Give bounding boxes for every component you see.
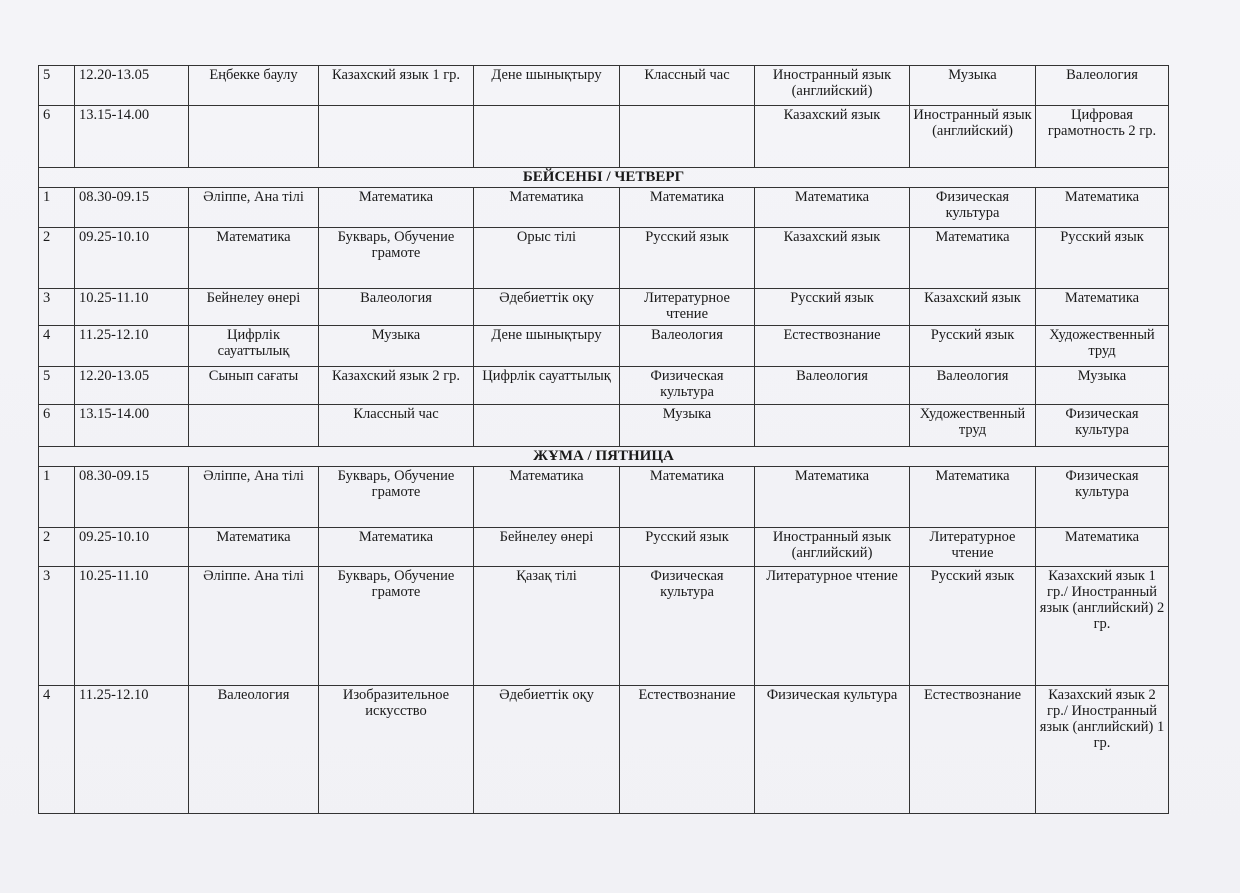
- lesson-time-cell: 09.25-10.10: [75, 528, 189, 567]
- class-2-cell: Букварь, Обучение грамоте: [319, 228, 474, 289]
- class-7-cell: Математика: [1036, 528, 1169, 567]
- lesson-time-cell: 09.25-10.10: [75, 228, 189, 289]
- lesson-time-cell: 13.15-14.00: [75, 405, 189, 447]
- class-4-cell: Физическая культура: [620, 367, 755, 405]
- table-row: [39, 567, 1169, 686]
- class-6-cell: Русский язык: [910, 567, 1036, 686]
- class-3-cell: Орыс тілі: [474, 228, 620, 289]
- class-2-cell: Казахский язык 2 гр.: [319, 367, 474, 405]
- lesson-number-cell: 1: [39, 467, 75, 528]
- lesson-number-cell: 5: [39, 367, 75, 405]
- class-1-cell: Әліппе, Ана тілі: [189, 188, 319, 228]
- class-6-cell: Художественный труд: [910, 405, 1036, 447]
- class-3-cell: Дене шынықтыру: [474, 326, 620, 367]
- class-4-cell: Музыка: [620, 405, 755, 447]
- table-row: [39, 228, 1169, 289]
- class-2-cell: Математика: [319, 528, 474, 567]
- day-header-row: [39, 168, 1169, 188]
- class-6-cell: Математика: [910, 467, 1036, 528]
- class-4-cell: Математика: [620, 467, 755, 528]
- class-7-cell: Музыка: [1036, 367, 1169, 405]
- class-4-cell: Математика: [620, 188, 755, 228]
- class-4-cell: Русский язык: [620, 228, 755, 289]
- class-7-cell: Казахский язык 1 гр./ Иностранный язык (английский) 2 гр.: [1036, 567, 1169, 686]
- class-4-cell: Естествознание: [620, 686, 755, 814]
- class-5-cell: Русский язык: [755, 289, 910, 326]
- table-row: [39, 528, 1169, 567]
- class-1-cell: Математика: [189, 228, 319, 289]
- lesson-time-cell: 08.30-09.15: [75, 188, 189, 228]
- table-row: [39, 326, 1169, 367]
- class-6-cell: Математика: [910, 228, 1036, 289]
- class-5-cell: Казахский язык: [755, 228, 910, 289]
- class-1-cell: [189, 405, 319, 447]
- class-2-cell: Классный час: [319, 405, 474, 447]
- lesson-time-cell: 10.25-11.10: [75, 567, 189, 686]
- lesson-time-cell: 12.20-13.05: [75, 367, 189, 405]
- class-7-cell: Казахский язык 2 гр./ Иностранный язык (английский) 1 гр.: [1036, 686, 1169, 814]
- class-1-cell: [189, 106, 319, 168]
- class-4-cell: Русский язык: [620, 528, 755, 567]
- table-row: [39, 289, 1169, 326]
- class-5-cell: Физическая культура: [755, 686, 910, 814]
- schedule-body: [39, 66, 1169, 814]
- day-header: БЕЙСЕНБІ / ЧЕТВЕРГ: [39, 168, 1169, 188]
- class-2-cell: Математика: [319, 188, 474, 228]
- class-3-cell: [474, 106, 620, 168]
- class-5-cell: Естествознание: [755, 326, 910, 367]
- class-6-cell: Иностранный язык (английский): [910, 106, 1036, 168]
- class-3-cell: Математика: [474, 188, 620, 228]
- lesson-number-cell: 2: [39, 528, 75, 567]
- class-7-cell: Цифровая грамотность 2 гр.: [1036, 106, 1169, 168]
- table-row: [39, 66, 1169, 106]
- class-2-cell: Букварь, Обучение грамоте: [319, 467, 474, 528]
- table-row: [39, 405, 1169, 447]
- class-3-cell: [474, 405, 620, 447]
- class-2-cell: Букварь, Обучение грамоте: [319, 567, 474, 686]
- lesson-number-cell: 6: [39, 106, 75, 168]
- table-row: [39, 367, 1169, 405]
- lesson-number-cell: 5: [39, 66, 75, 106]
- class-5-cell: Математика: [755, 467, 910, 528]
- class-5-cell: [755, 405, 910, 447]
- lesson-time-cell: 10.25-11.10: [75, 289, 189, 326]
- class-3-cell: Бейнелеу өнері: [474, 528, 620, 567]
- class-6-cell: Естествознание: [910, 686, 1036, 814]
- lesson-time-cell: 11.25-12.10: [75, 326, 189, 367]
- class-7-cell: Физическая культура: [1036, 467, 1169, 528]
- class-4-cell: Классный час: [620, 66, 755, 106]
- class-1-cell: Сынып сағаты: [189, 367, 319, 405]
- class-2-cell: Изобразительное искусство: [319, 686, 474, 814]
- class-5-cell: Казахский язык: [755, 106, 910, 168]
- class-3-cell: Әдебиеттік оқу: [474, 289, 620, 326]
- lesson-time-cell: 12.20-13.05: [75, 66, 189, 106]
- class-4-cell: [620, 106, 755, 168]
- schedule-table: [38, 65, 1169, 814]
- class-5-cell: Литературное чтение: [755, 567, 910, 686]
- class-3-cell: Дене шынықтыру: [474, 66, 620, 106]
- class-7-cell: Математика: [1036, 289, 1169, 326]
- class-1-cell: Цифрлік сауаттылық: [189, 326, 319, 367]
- class-3-cell: Математика: [474, 467, 620, 528]
- class-1-cell: Әліппе, Ана тілі: [189, 467, 319, 528]
- lesson-time-cell: 11.25-12.10: [75, 686, 189, 814]
- day-header: ЖҰМА / ПЯТНИЦА: [39, 447, 1169, 467]
- class-6-cell: Музыка: [910, 66, 1036, 106]
- lesson-number-cell: 3: [39, 289, 75, 326]
- class-1-cell: Әліппе. Ана тілі: [189, 567, 319, 686]
- lesson-number-cell: 6: [39, 405, 75, 447]
- class-7-cell: Валеология: [1036, 66, 1169, 106]
- class-6-cell: Русский язык: [910, 326, 1036, 367]
- class-2-cell: Музыка: [319, 326, 474, 367]
- class-6-cell: Физическая культура: [910, 188, 1036, 228]
- class-4-cell: Валеология: [620, 326, 755, 367]
- class-7-cell: Математика: [1036, 188, 1169, 228]
- class-5-cell: Иностранный язык (английский): [755, 66, 910, 106]
- lesson-number-cell: 4: [39, 326, 75, 367]
- class-2-cell: Казахский язык 1 гр.: [319, 66, 474, 106]
- class-1-cell: Еңбекке баулу: [189, 66, 319, 106]
- table-row: [39, 106, 1169, 168]
- class-3-cell: Әдебиеттік оқу: [474, 686, 620, 814]
- table-row: [39, 467, 1169, 528]
- class-6-cell: Литературное чтение: [910, 528, 1036, 567]
- class-1-cell: Бейнелеу өнері: [189, 289, 319, 326]
- class-5-cell: Валеология: [755, 367, 910, 405]
- day-header-row: [39, 447, 1169, 467]
- class-5-cell: Математика: [755, 188, 910, 228]
- lesson-number-cell: 2: [39, 228, 75, 289]
- class-3-cell: Қазақ тілі: [474, 567, 620, 686]
- class-1-cell: Валеология: [189, 686, 319, 814]
- class-5-cell: Иностранный язык (английский): [755, 528, 910, 567]
- class-7-cell: Художественный труд: [1036, 326, 1169, 367]
- class-6-cell: Валеология: [910, 367, 1036, 405]
- class-2-cell: Валеология: [319, 289, 474, 326]
- class-1-cell: Математика: [189, 528, 319, 567]
- lesson-number-cell: 1: [39, 188, 75, 228]
- class-4-cell: Физическая культура: [620, 567, 755, 686]
- class-4-cell: Литературное чтение: [620, 289, 755, 326]
- class-2-cell: [319, 106, 474, 168]
- lesson-number-cell: 4: [39, 686, 75, 814]
- class-6-cell: Казахский язык: [910, 289, 1036, 326]
- table-row: [39, 686, 1169, 814]
- class-7-cell: Русский язык: [1036, 228, 1169, 289]
- table-row: [39, 188, 1169, 228]
- class-7-cell: Физическая культура: [1036, 405, 1169, 447]
- lesson-number-cell: 3: [39, 567, 75, 686]
- class-3-cell: Цифрлік сауаттылық: [474, 367, 620, 405]
- lesson-time-cell: 13.15-14.00: [75, 106, 189, 168]
- lesson-time-cell: 08.30-09.15: [75, 467, 189, 528]
